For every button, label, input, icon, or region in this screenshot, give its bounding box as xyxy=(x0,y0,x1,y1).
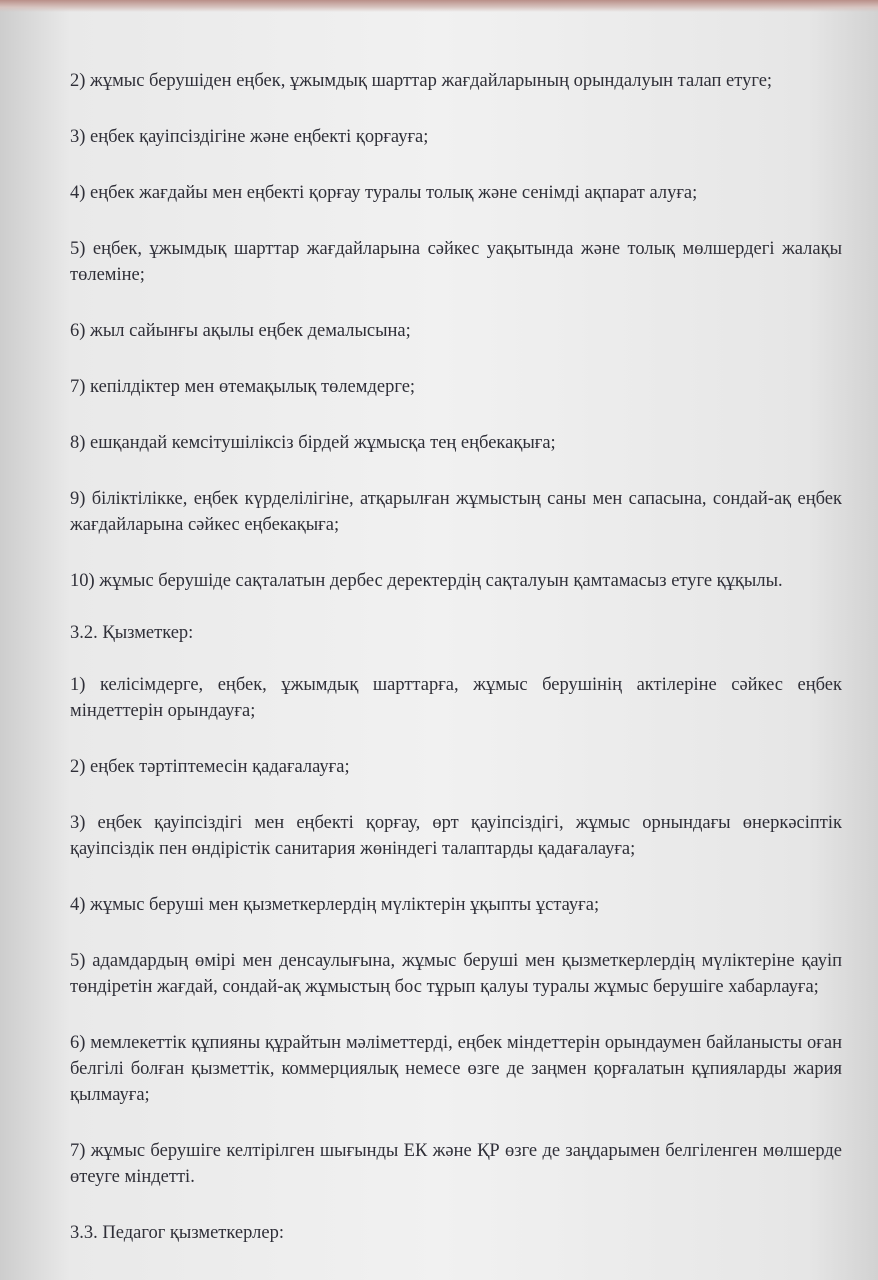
rights-item-2: 2) жұмыс берушіден еңбек, ұжымдық шарттар жағдайларының орындалуын талап етуге; xyxy=(70,71,773,91)
section-3-3-heading: 3.3. Педагог қызметкерлер: xyxy=(70,1223,284,1243)
rights-item-8: 8) ешқандай кемсітушіліксіз бірдей жұмысқа тең еңбекақыға; xyxy=(70,433,556,453)
rights-item-5: 5) еңбек, ұжымдық шарттар жағдайларына сәйкес уақытында және толық мөлшердегі жалақы төлеміне; xyxy=(70,239,842,285)
document-body xyxy=(70,68,842,1272)
duty-item-2: 2) еңбек тәртіптемесін қадағалауға; xyxy=(70,757,350,777)
duty-item-6: 6) мемлекеттік құпияны құрайтын мәліметтерді, еңбек міндеттерін орындаумен байланысты оған белгілі болған қызметтік, коммерциялық немесе өзге де заңмен қорғалатын құпияларды жария қылмауға; xyxy=(70,1033,842,1105)
rights-item-10: 10) жұмыс берушіде сақталатын дербес деректердің сақталуын қамтамасыз етуге құқылы. xyxy=(70,571,783,591)
section-3-2-heading: 3.2. Қызметкер: xyxy=(70,623,194,643)
rights-item-9: 9) біліктілікке, еңбек күрделілігіне, атқарылған жұмыстың саны мен сапасына, сондай-ақ еңбек жағдайларына сәйкес еңбекақыға; xyxy=(70,489,842,535)
rights-item-6: 6) жыл сайынғы ақылы еңбек демалысына; xyxy=(70,321,411,341)
duty-item-4: 4) жұмыс беруші мен қызметкерлердің мүліктерін ұқыпты ұстауға; xyxy=(70,895,600,915)
rights-item-4: 4) еңбек жағдайы мен еңбекті қорғау туралы толық және сенімді ақпарат алуға; xyxy=(70,183,698,203)
duty-item-5: 5) адамдардың өмірі мен денсаулығына, жұмыс беруші мен қызметкерлердің мүліктеріне қауіп төндіретін жағдай, сондай-ақ жұмыстың бос тұрып қалуы туралы жұмыс берушіге хабарлауға; xyxy=(70,951,842,997)
rights-item-3: 3) еңбек қауіпсіздігіне және еңбекті қорғауға; xyxy=(70,127,429,147)
duty-item-7: 7) жұмыс берушіге келтірілген шығынды ЕК және ҚР өзге де заңдарымен белгіленген мөлшерде өтеуге міндетті. xyxy=(70,1141,842,1187)
rights-item-7: 7) кепілдіктер мен өтемақылық төлемдерге; xyxy=(70,377,416,397)
page-top-edge xyxy=(0,0,878,12)
duty-item-3: 3) еңбек қауіпсіздігі мен еңбекті қорғау, өрт қауіпсіздігі, жұмыс орнындағы өнеркәсіптік қауіпсіздік пен өндірістік санитария жөніндегі талаптарды қадағалауға; xyxy=(70,813,842,859)
duty-item-1: 1) келісімдерге, еңбек, ұжымдық шарттарға, жұмыс берушінің актілеріне сәйкес еңбек міндеттерін орындауға; xyxy=(70,675,842,721)
